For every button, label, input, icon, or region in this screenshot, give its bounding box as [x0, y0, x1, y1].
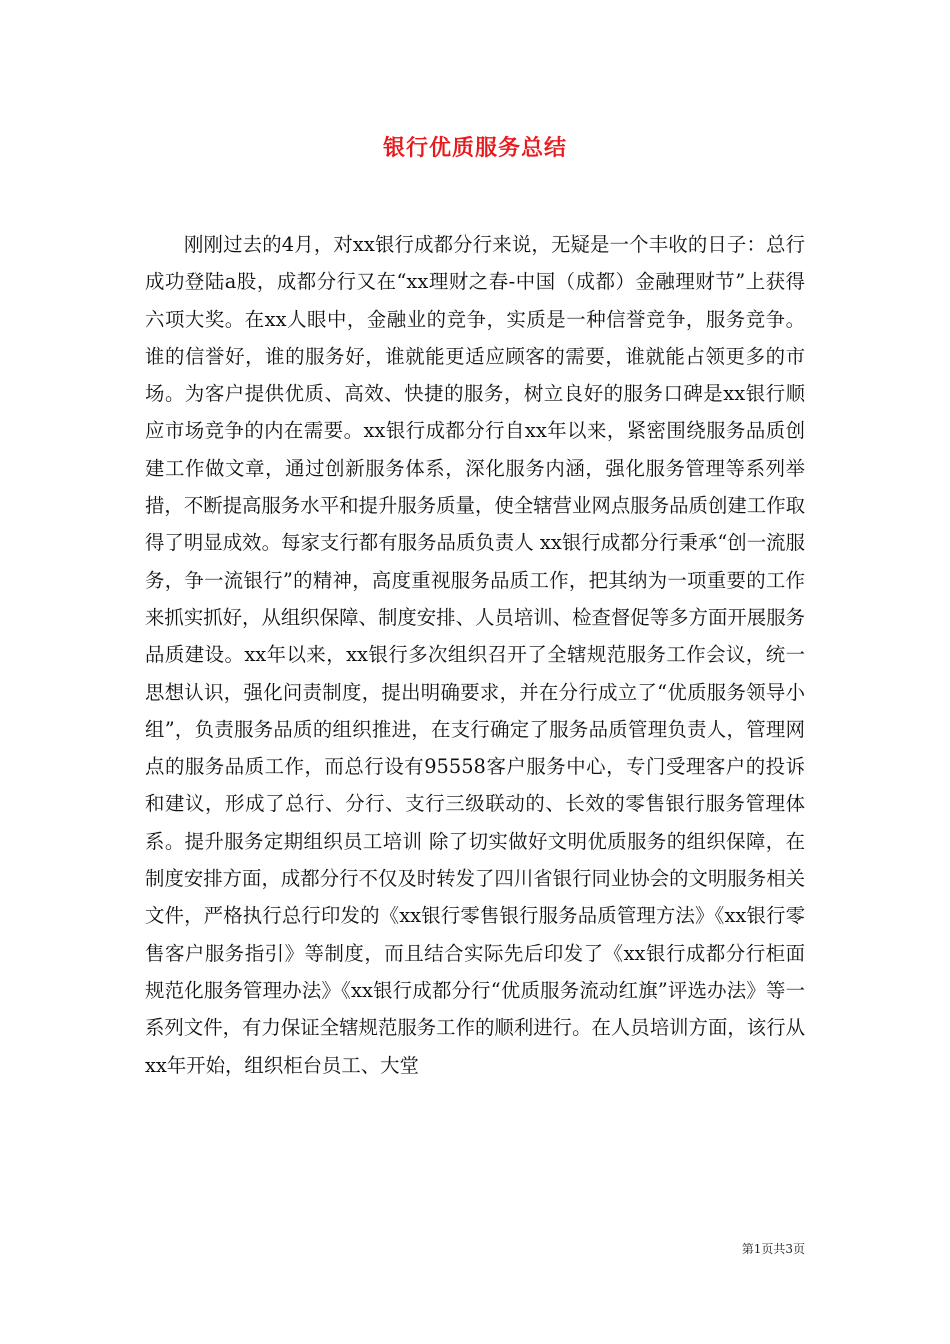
document-title: 银行优质服务总结	[382, 135, 567, 161]
body-paragraph: 刚刚过去的4月，对xx银行成都分行来说，无疑是一个丰收的日子：总行成功登陆a股，成都分行又在“xx理财之春-中国（成都）金融理财节”上获得六项大奖。在xx人眼中，金融业的竞争，实质是一种信誉竞争，服务竞争。谁的信誉好，谁的服务好，谁就能更适应顾客的需要，谁就能占领更多的市场。为客户提供优质、高效、快捷的服务，树立良好的服务口碑是xx银行顺应市场竞争的内在需要。xx银行成都分行自xx年以来，紧密围绕服务品质创建工作做文章，通过创新服务体系，深化服务内涵，强化服务管理等系列举措，不断提高服务水平和提升服务质量，使全辖营业网点服务品质创建工作取得了明显成效。每家支行都有服务品质负责人 xx银行成都分行秉承“创一流服务，争一流银行”的精神，高度重视服务品质工作，把其纳为一项重要的工作来抓实抓好，从组织保障、制度安排、人员培训、检查督促等多方面开展服务品质建设。xx年以来，xx银行多次组织召开了全辖规范服务工作会议，统一思想认识，强化问责制度，提出明确要求，并在分行成立了“优质服务领导小组”，负责服务品质的组织推进，在支行确定了服务品质管理负责人，管理网点的服务品质工作，而总行设有95558客户服务中心，专门受理客户的投诉和建议，形成了总行、分行、支行三级联动的、长效的零售银行服务管理体系。提升服务定期组织员工培训 除了切实做好文明优质服务的组织保障，在制度安排方面，成都分行不仅及时转发了四川省银行同业协会的文明服务相关文件，严格执行总行印发的《xx银行零售银行服务品质管理方法》《xx银行零售客户服务指引》等制度，而且结合实际先后印发了《xx银行成都分行柜面规范化服务管理办法》《xx银行成都分行“优质服务流动红旗”评选办法》等一系列文件，有力保证全辖规范服务工作的顺利进行。在人员培训方面，该行从xx年开始，组织柜台员工、大堂	[145, 233, 805, 1077]
page-number: 第1页共3页	[741, 1242, 805, 1256]
